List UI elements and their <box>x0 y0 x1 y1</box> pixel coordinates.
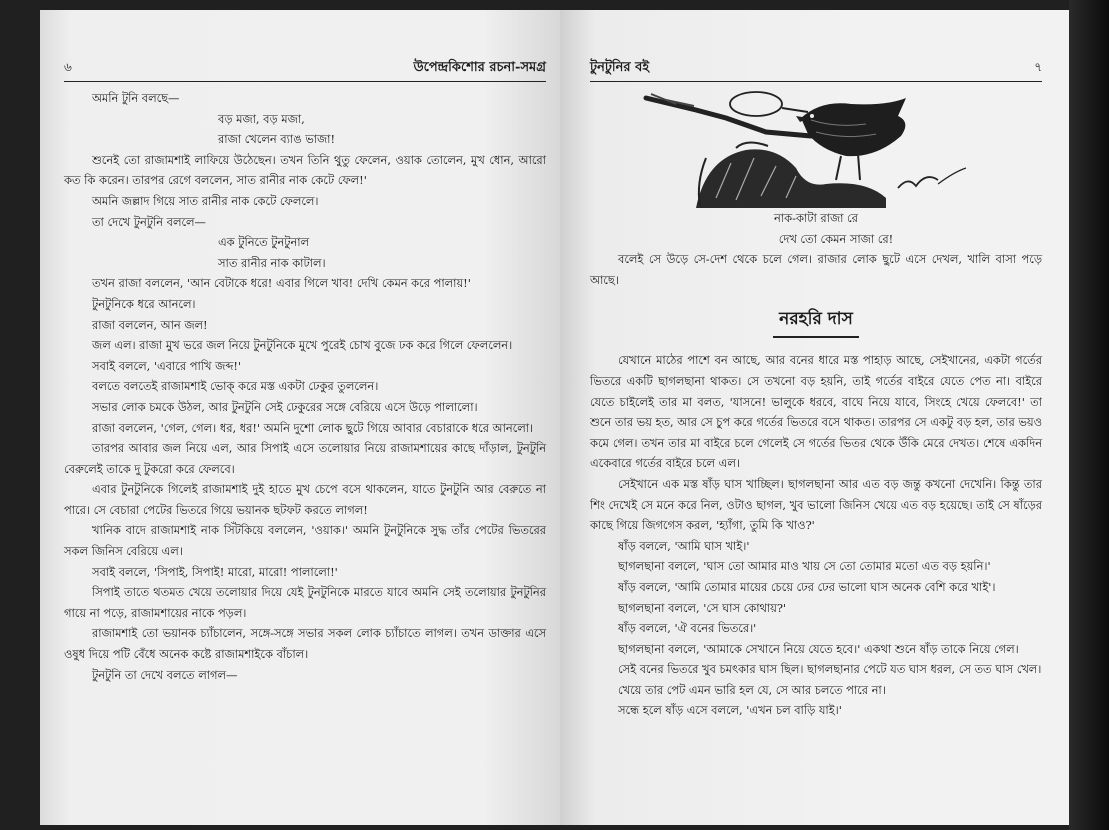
paragraph: সেই বনের ভিতরে খুব চমৎকার ঘাস ছিল। ছাগলছানার পেটে যত ঘাস ধরল, সে তত ঘাস খেল। <box>618 662 1042 677</box>
paragraph: রাজা বললেন, 'গেল, গেল। ধর, ধর!' অমনি দুশো লোক ছুটে গিয়ে আবার বেচারাকে ধরে আনলো। <box>92 420 534 435</box>
verse-line: সাত রানীর নাক কাটাল। <box>218 255 326 270</box>
intro-paragraph: বলেই সে উড়ে সে-দেশ থেকে চলে গেল। রাজার লোক ছুটে এসে দেখল, খালি বাসা পড়ে আছে। <box>590 252 1042 287</box>
paragraph: টুনটুনি তা দেখে বলতে লাগল— <box>92 667 238 682</box>
left-running-header: উপেন্দ্রকিশোর রচনা-সমগ্র <box>413 60 546 75</box>
right-page-header <box>590 58 1042 82</box>
paragraph: খানিক বাদে রাজামশাই নাক সিঁটকিয়ে বললেন, 'ওয়াক।' অমনি টুনটুনিকে সুদ্ধ তাঁর পেটের ভিতরের সকল জিনিস বেরিয়ে এল। <box>64 523 546 559</box>
paragraph: ষাঁড় বললে, 'ঐ বনের ভিতরে।' <box>618 621 757 636</box>
paragraph: রাজামশাই তো ভয়ানক চ্যাঁচালেন, সঙ্গে-সঙ্গে সভার সকল লোক চ্যাঁচাতে লাগল। তখন ডাক্তার এসে ওষুধ দিয়ে পটি বেঁধে অনেক কষ্টে রাজামশাইকে বাঁচাল। <box>64 626 546 662</box>
paragraph: যেখানে মাঠের পাশে বন আছে, আর বনের ধারে মস্ত পাহাড় আছে, সেইখানের, একটা গর্তের ভিতরে একটি ছাগলছানা থাকত। সে তখনো বড় হয়নি, তাই গর্তের বাইরে যেতে পেত না। বাইরে যেতে চাইলেই তার মা বলত, 'যাসনে! ভালুকে ধরবে, বাঘে নিয়ে যাবে, সিংহে খেয়ে ফেলবে!' তা শুনে তার ভয় হত, আর সে চুপ করে গর্তের ভিতরে বসে থাকত। তারপর সে একটু বড় হল, তার ভয়ও কমে গেল। তখন তার মা বাইরে চলে গেলেই সে গর্তের ভিতর থেকে উঁকি মেরে দেখত। শেষে একদিন একেবারে গর্তের বাইরে চলে এল। <box>590 353 1042 471</box>
paragraph: ষাঁড় বললে, 'আমি তোমার মায়ের চেয়ে ঢের ঢের ভালো ঘাস অনেক বেশি করে খাই'। <box>618 579 996 594</box>
bird-on-branch-illustration <box>636 88 996 208</box>
verse-line: রাজা খেলেন ব্যাঙ ভাজা! <box>218 132 336 147</box>
paragraph: টুনটুনিকে ধরে আনলে। <box>92 296 196 311</box>
paragraph: বলতে বলতেই রাজামশাই ভোক্ করে মস্ত একটা ঢেকুর তুললেন। <box>92 379 379 394</box>
paragraph: এবার টুনটুনিকে গিলেই রাজামশাই দুই হাতে মুখ চেপে বসে থাকলেন, যাতে টুনটুনি আর বেরুতে না পারে। সে বেচারা পেটের ভিতরে গিয়ে ভয়ানক ছটফট করতে লাগল! <box>64 482 546 517</box>
paragraph: ছাগলছানা বললে, 'আমাকে সেখানে নিয়ে যেতে হবে।' একথা শুনে ষাঁড় তাকে নিয়ে গেল। <box>618 641 1019 656</box>
paragraph: সবাই বললে, 'এবারে পাখি জব্দ!' <box>92 358 242 373</box>
paragraph: অমনি জল্লাদ গিয়ে সাত রানীর নাক কেটে ফেললে। <box>92 193 319 208</box>
left-page-header <box>64 58 546 82</box>
verse-caption-line-2: দেখ তো কেমন সাজা রে! <box>778 231 894 246</box>
verse-caption-line-1: নাক-কাটা রাজা রে <box>774 211 858 225</box>
right-running-header: টুনটুনির বই <box>590 60 650 75</box>
paragraph: তখন রাজা বললেন, 'আন বেটাকে ধরে! এবার গিলে খাব! দেখি কেমন করে পালায়!' <box>92 276 471 291</box>
paragraph: জল এল। রাজা মুখ ভরে জল নিয়ে টুনটুনিকে মুখে পুরেই চোখ বুজে ঢক করে গিলে ফেললেন। <box>92 338 513 353</box>
verse-line: এক টুনিতে টুনটুনাল <box>218 235 310 250</box>
paragraph: ষাঁড় বললে, 'আমি ঘাস খাই।' <box>618 538 750 553</box>
verse-line: বড় মজা, বড় মজা, <box>218 111 305 126</box>
paragraph: ছাগলছানা বললে, 'ঘাস তো আমার মাও খায় সে তো তোমার মতো এত বড় হয়নি।' <box>618 559 991 574</box>
paragraph: রাজা বললেন, আন জল! <box>92 317 208 332</box>
paragraph: খেয়ে তার পেট এমন ভারি হল যে, সে আর চলতে পারে না। <box>618 682 886 697</box>
paragraph: সন্ধে হলে ষাঁড় এসে বললে, 'এখন চল বাড়ি যাই।' <box>618 703 842 718</box>
right-page <box>560 10 1072 825</box>
left-page <box>40 10 560 825</box>
paragraph: সেইখানে এক মস্ত ষাঁড় ঘাস খাচ্ছিল। ছাগলছানা আর এত বড় জন্তু কখনো দেখেনি। কিন্তু তার শিং দেখেই সে মনে করে নিল, ওটাও ছাগল, খুব ভালো জিনিস খেয়ে এত বড় হয়েছে। তাই সে ষাঁড়ের কাছে গিয়ে জিগগেস করল, 'হ্যাঁগা, তুমি কি খাও?' <box>590 476 1042 533</box>
paragraph: সিপাই তাতে থতমত খেয়ে তলোয়ার দিয়ে যেই টুনটুনিকে মারতে যাবে অমনি সেই তলোয়ার টুনটুনির গায়ে না পড়ে, রাজামশায়ের নাকে পড়ল। <box>64 585 546 620</box>
right-page-body <box>590 350 1042 721</box>
paragraph: শুনেই তো রাজামশাই লাফিয়ে উঠেছেন। তখন তিনি থুতু ফেলেন, ওয়াক তোলেন, মুখ ধোন, আরো কত কি করেন। তারপর রেগে বললেন, সাত রানীর নাক কেটে ফেল!' <box>64 152 546 188</box>
paragraph: সভার লোক চমকে উঠল, আর টুনটুনি সেই ঢেকুরের সঙ্গে বেরিয়ে এসে উড়ে পালালো। <box>92 399 478 414</box>
book-edge-shadow <box>1069 0 1109 830</box>
right-page-number: ৭ <box>1034 60 1042 74</box>
left-page-body <box>64 88 546 685</box>
story-title-text: নরহরি দাস <box>773 304 859 338</box>
paragraph: তা দেখে টুনটুনি বললে— <box>92 214 206 229</box>
paragraph: অমনি টুনি বলছে— <box>92 91 180 105</box>
paragraph: ছাগলছানা বললে, 'সে ঘাস কোথায়?' <box>618 600 787 615</box>
paragraph: তারপর আবার জল নিয়ে এল, আর সিপাই এসে তলোয়ার নিয়ে রাজামশায়ের কাছে দাঁড়াল, টুনটুনি বেরুলেই তাকে দু টুকরো করে ফেলবে। <box>64 441 546 476</box>
story-title <box>590 304 1042 338</box>
paragraph: সবাই বললে, 'সিপাই, সিপাই! মারো, মারো! পালালো!' <box>92 564 338 579</box>
left-page-number: ৬ <box>64 60 72 74</box>
